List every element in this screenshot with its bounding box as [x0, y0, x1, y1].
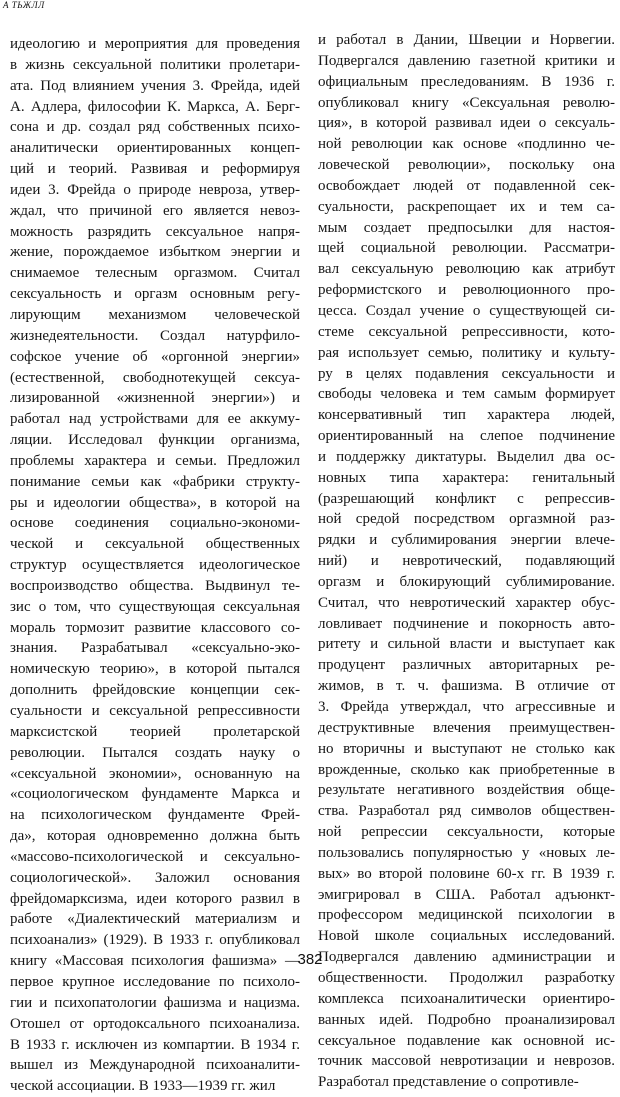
text-line: работе «Диалектический материализм и: [10, 911, 300, 928]
text-line: дополнить фрейдовские концепции сек-: [10, 682, 300, 699]
text-line: результате негативного воздействия обще-: [318, 782, 615, 799]
text-line: Считал, что невротический характер обус-: [318, 594, 615, 611]
text-line: комплекса психоаналитически ориентиро-: [318, 990, 615, 1007]
text-line: сона и др. создал ряд собственных психо-: [10, 119, 300, 136]
text-line: жение, порождаемое избытком энергии и: [10, 244, 300, 261]
text-line: реформистского и революционного про-: [318, 282, 615, 299]
text-line: ческой и сексуальной общественных: [10, 536, 300, 553]
text-line: ловливает подчинение и покорность авто-: [318, 615, 615, 632]
text-line: снимаемое телесным оргазмом. Считал: [10, 265, 300, 282]
text-line: вых» во второй половине 60-х гг. В 1939 г.: [318, 865, 615, 882]
text-line: ловеческой революции», поскольку она: [318, 157, 615, 174]
text-line: знания. Разрабатывал «сексуально-эко-: [10, 640, 300, 657]
text-line: Подвергался давлению газетной критики и: [318, 52, 615, 69]
text-line: суальности и сексуальной репрессивности: [10, 703, 300, 719]
text-line: зис о том, что существующая сексуальная: [10, 598, 300, 615]
text-line: можность разрядить сексуальное напря-: [10, 223, 300, 240]
text-line: вал сексуальную революцию как атрибут: [318, 261, 615, 278]
text-line: аналитически ориентированных концеп-: [10, 140, 300, 157]
text-line: ляции. Исследовал функции организма,: [10, 432, 300, 449]
text-line: щей социальной революции. Рассматри-: [318, 240, 615, 257]
text-line: номическую теорию», в которой пытался: [10, 661, 300, 678]
text-line: деструктивные влечения преимуществен-: [318, 719, 615, 736]
text-line: сексуальное подавление как основной ис-: [318, 1032, 615, 1049]
text-line: социологической». Заложил основания: [10, 869, 300, 886]
text-line: понимание семьи как «фабрики структу-: [10, 473, 300, 490]
text-line: 3. Фрейда утверждал, что агрессивные и: [318, 699, 615, 715]
text-line: освобождает людей от подавленной сек-: [318, 177, 615, 194]
text-line: пользовались популярностью у «новых ле-: [318, 844, 615, 861]
text-line: и работал в Дании, Швеции и Норвегии.: [318, 32, 615, 48]
text-line: В 1933 г. исключен из компартии. В 1934 г.: [10, 1036, 300, 1053]
running-header: А ТЬЖЛЛ: [3, 0, 45, 10]
text-line: мораль тормозит развитие классового со-: [10, 619, 300, 636]
text-line: идеологию и мероприятия для проведения: [10, 36, 300, 52]
text-line: (разрешающий конфликт с репрессив-: [318, 490, 615, 507]
text-line: консервативный тип характера людей,: [318, 407, 615, 424]
text-line: оргазм и блокирующий сублимирование.: [318, 573, 615, 590]
text-line: цесса. Создал учение о существующей си-: [318, 302, 615, 319]
text-line: мым создает предпосылки для настоя-: [318, 219, 615, 236]
text-line: фрейдомарксизма, идеи которого развил в: [10, 890, 300, 907]
text-line: проблемы характера и семьи. Предложил: [10, 452, 300, 469]
text-line: ства. Разработал ряд символов обществен-: [318, 803, 615, 820]
text-line: воспроизводство общества. Выдвинул те-: [10, 577, 300, 594]
text-line: ата. Под влиянием учения 3. Фрейда, идей: [10, 77, 300, 94]
text-line: ческой ассоциации. В 1933—1939 гг. жил: [10, 1078, 276, 1095]
text-line: ний) и невротический, подавляющий: [318, 553, 615, 570]
text-line: в жизнь сексуальной политики пролетари-: [10, 56, 300, 73]
text-line: Новой школе социальных исследований.: [318, 928, 615, 945]
text-line: основе соединения социально-экономи-: [10, 515, 300, 532]
text-line: жизнедеятельности. Создал натурфило-: [10, 327, 300, 344]
text-line: ры и идеологии общества», в которой на: [10, 494, 300, 511]
text-line: лизированной «жизненной энергии») и: [10, 390, 300, 407]
text-line: свободы человека и тем самым формирует: [318, 386, 615, 403]
text-line: ванных идей. Подробно проанализировал: [318, 1011, 615, 1028]
text-line: ция», в которой развивал идеи о сексуаль-: [318, 115, 615, 132]
text-line: Отошел от ортодоксального психоанализа.: [10, 1015, 300, 1032]
page-number: 382: [297, 951, 323, 968]
text-line: врожденные, сколько как приобретенные в: [318, 761, 615, 778]
text-line: психоанализ» (1929). В 1933 г. опубликовал: [10, 932, 300, 949]
text-line: марксистской теорией пролетарской: [10, 723, 300, 740]
text-line: А. Адлера, философии К. Маркса, А. Берг-: [10, 98, 300, 115]
text-line: (естественной, свободнотекущей сексуа-: [10, 369, 300, 386]
text-line: революции. Пытался создать науку о: [10, 744, 300, 761]
text-line: «сексуальной экономии», основанную на: [10, 765, 300, 782]
text-line: идеи 3. Фрейда о природе невроза, утвер-: [10, 181, 300, 198]
text-line: софское учение об «оргонной энергии»: [10, 348, 300, 365]
text-line: ритету и сильной власти и выступает как: [318, 636, 615, 653]
text-line: официальным преследованиям. В 1936 г.: [318, 73, 615, 90]
text-line: Разработал представление о сопротивле-: [318, 1074, 579, 1091]
text-line: и поддержку диктатуры. Выделил два ос-: [318, 448, 615, 465]
text-line: точник массовой невротизации и неврозов.: [318, 1053, 615, 1070]
text-line: профессором медицинской психологии в: [318, 907, 615, 924]
text-line: да», которая одновременно должна быть: [10, 828, 300, 845]
text-line: стеме сексуальной репрессивности, кото-: [318, 323, 615, 340]
text-line: рядки и сублимирования энергии влече-: [318, 532, 615, 549]
right-text-column: [318, 30, 615, 1093]
text-line: ру в целях подавления сексуальности и: [318, 365, 615, 382]
text-line: сексуальность и оргазм основным регу-: [10, 286, 300, 303]
text-line: ной революции как основе «подлинно че-: [318, 136, 615, 153]
text-line: ориентированный на слепое подчинение: [318, 428, 615, 445]
left-text-column: [10, 34, 300, 1097]
text-line: общественности. Продолжил разработку: [318, 969, 615, 986]
text-line: ций и теорий. Развивая и реформируя: [10, 161, 300, 178]
text-line: книгу «Массовая психология фашизма» —: [10, 953, 300, 970]
text-line: опубликовал книгу «Сексуальная револю-: [318, 94, 615, 111]
text-line: структур осуществляется идеологическое: [10, 557, 300, 574]
text-line: на психологическом фундаменте Фрей-: [10, 807, 300, 824]
text-line: ной средой посредством оргазмной раз-: [318, 511, 615, 528]
text-line: «социологическом фундаменте Маркса и: [10, 786, 300, 803]
text-line: гии и психопатологии фашизма и нацизма.: [10, 994, 300, 1011]
text-line: новных типа характера: генитальный: [318, 469, 615, 486]
text-line: лирующим механизмом человеческой: [10, 306, 300, 323]
text-line: суальности, раскрепощает их и тем са-: [318, 198, 615, 215]
text-line: ждал, что причиной его является невоз-: [10, 202, 300, 219]
text-line: ной репрессии сексуальности, которые: [318, 824, 615, 841]
text-line: вышел из Международной психоаналити-: [10, 1057, 300, 1074]
text-line: «массово-психологической и сексуально-: [10, 848, 300, 865]
text-line: Подвергался давлению администрации и: [318, 949, 615, 966]
text-line: рая использует семью, политику и культу-: [318, 344, 615, 361]
text-line: эмигрировал в США. Работал адъюнкт-: [318, 886, 615, 903]
text-line: первое крупное исследование по психоло-: [10, 973, 300, 990]
text-line: жимов, в т. ч. фашизма. В отличие от: [318, 678, 615, 695]
text-line: продуцент различных авторитарных ре-: [318, 657, 615, 674]
text-line: но вторичны и выступают не столько как: [318, 740, 615, 757]
text-line: работал над устройствами для ее аккуму-: [10, 411, 300, 428]
